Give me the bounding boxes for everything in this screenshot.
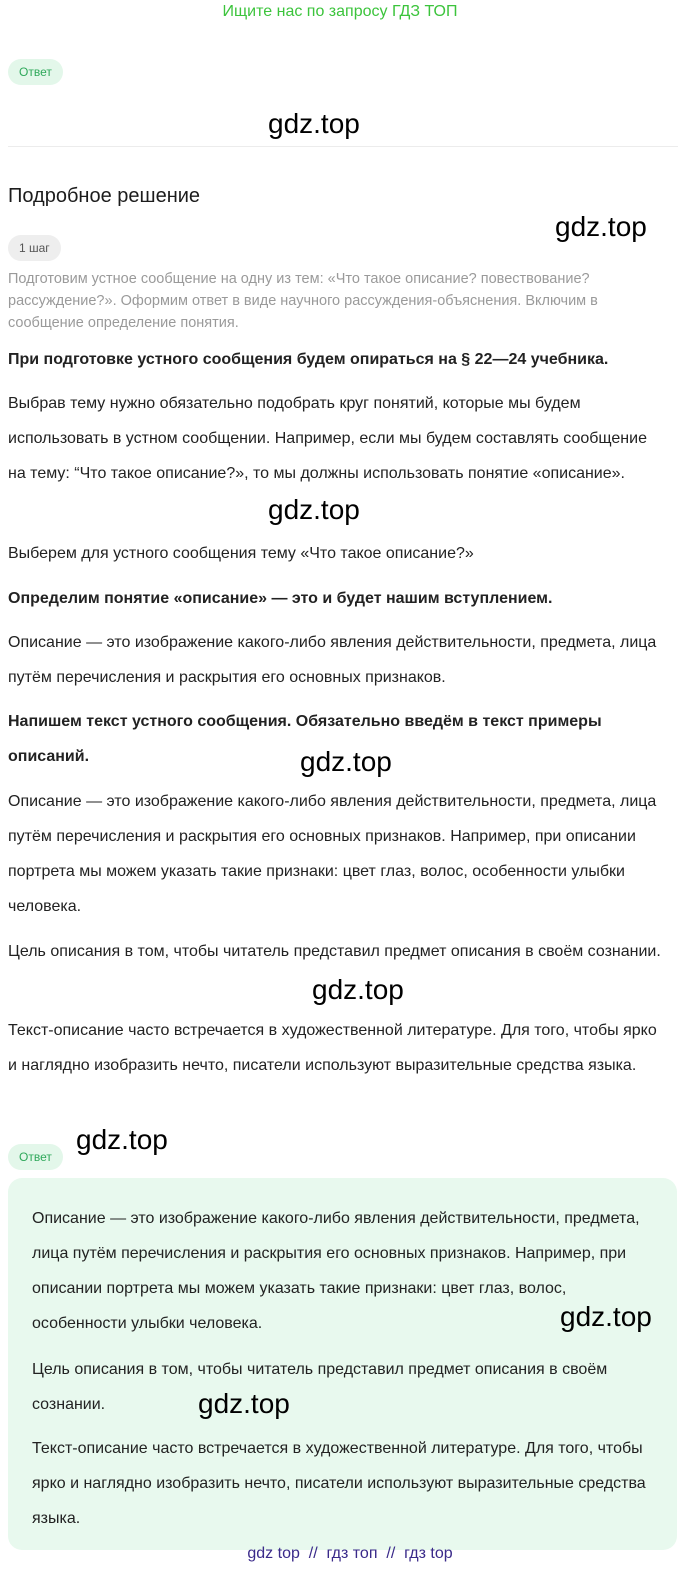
answer-badge: Ответ bbox=[8, 59, 63, 85]
divider bbox=[8, 146, 678, 147]
answer-paragraph: Текст-описание часто встречается в художественной литературе. Для того, чтобы ярко и наглядно изобразить нечто, писатели используют выразительные средства языка. bbox=[32, 1440, 646, 1527]
footer-links[interactable]: gdz top // гдз топ // гдз top bbox=[247, 1545, 453, 1562]
paragraph: Выбрав тему нужно обязательно подобрать круг понятий, которые мы будем использовать в устном сообщении. Например, если мы будем составлять сообщение на тему: “Что такое описание?», то мы должны использовать понятие «описание». bbox=[8, 395, 647, 482]
answer-paragraph: Описание — это изображение какого-либо явления действительности, предмета, лица путём перечисления и раскрытия его основных признаков. Например, при описании портрета мы можем указать такие признаки: цвет глаз, волос, особенности улыбки человека. bbox=[32, 1210, 640, 1332]
answer-badge: Ответ bbox=[8, 1144, 63, 1170]
watermark: gdz.top bbox=[555, 211, 647, 242]
watermark: gdz.top bbox=[198, 1388, 290, 1419]
paragraph-bold: Определим понятие «описание» — это и будет нашим вступлением. bbox=[8, 590, 553, 607]
paragraph-bold: При подготовке устного сообщения будем опираться на § 22—24 учебника. bbox=[8, 351, 609, 368]
paragraph: Текст-описание часто встречается в художественной литературе. Для того, чтобы ярко и наглядно изобразить нечто, писатели используют выразительные средства языка. bbox=[8, 1022, 657, 1074]
watermark: gdz.top bbox=[560, 1301, 652, 1332]
paragraph-bold: Напишем текст устного сообщения. Обязательно введём в текст примеры описаний. bbox=[8, 713, 602, 765]
watermark: gdz.top bbox=[312, 974, 404, 1005]
search-banner[interactable]: Ищите нас по запросу ГДЗ ТОП bbox=[222, 3, 458, 20]
intro-text: Подготовим устное сообщение на одну из тем: «Что такое описание? повествование? рассуждение?». Оформим ответ в виде научного рассуждения-объяснения. Включим в сообщение определение понятия. bbox=[8, 271, 598, 331]
paragraph: Цель описания в том, чтобы читатель представил предмет описания в своём сознании. bbox=[8, 943, 661, 960]
watermark: gdz.top bbox=[268, 494, 360, 525]
watermark: gdz.top bbox=[76, 1124, 168, 1155]
answer-paragraph: Цель описания в том, чтобы читатель представил предмет описания в своём сознании. bbox=[32, 1361, 608, 1413]
paragraph: Выберем для устного сообщения тему «Что такое описание?» bbox=[8, 545, 474, 562]
watermark: gdz.top bbox=[268, 108, 360, 139]
step-badge: 1 шаг bbox=[8, 235, 61, 261]
solution-title: Подробное решение bbox=[8, 185, 201, 207]
watermark: gdz.top bbox=[300, 746, 392, 777]
paragraph: Описание — это изображение какого-либо явления действительности, предмета, лица путём перечисления и раскрытия его основных признаков. Например, при описании портрета мы можем указать такие признаки: цвет глаз, волос, особенности улыбки человека. bbox=[8, 793, 657, 915]
paragraph: Описание — это изображение какого-либо явления действительности, предмета, лица путём перечисления и раскрытия его основных признаков. bbox=[8, 634, 657, 686]
